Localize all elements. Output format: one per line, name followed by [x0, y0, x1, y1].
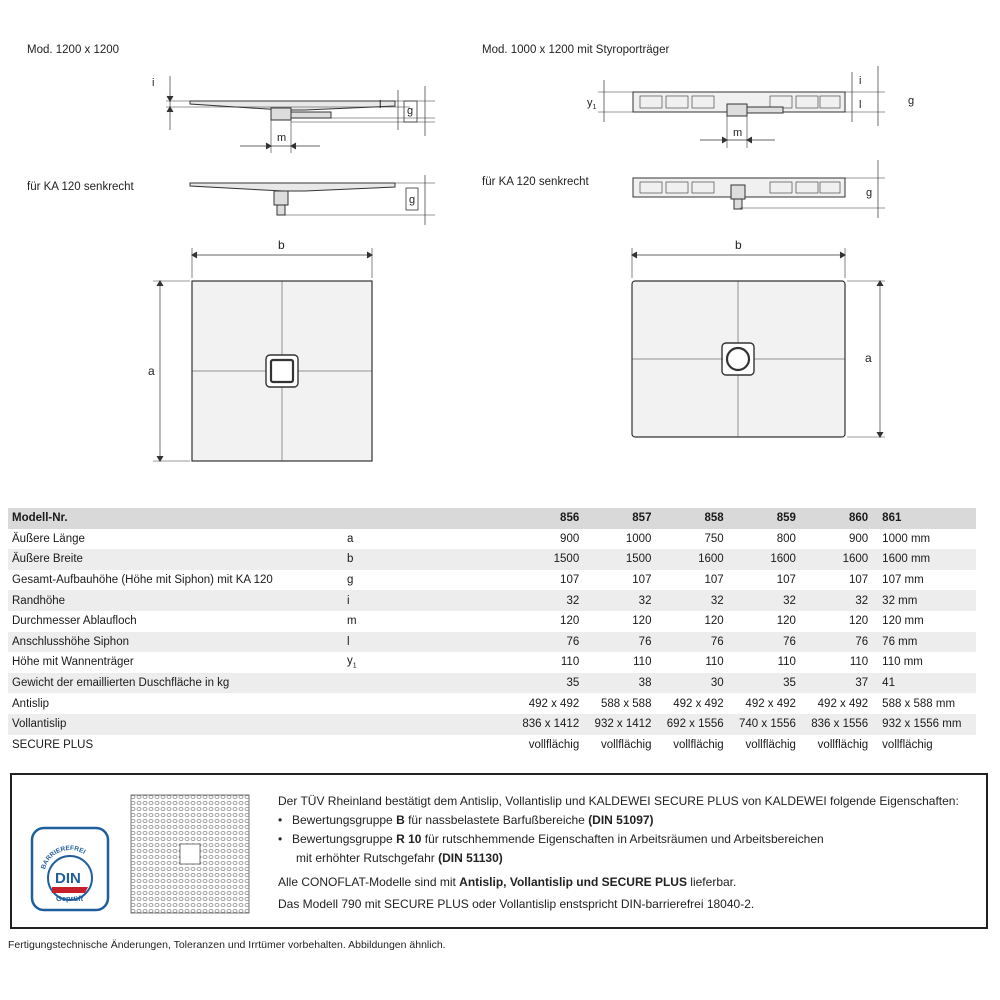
model-left-label: Mod. 1200 x 1200 [27, 44, 120, 56]
table-row [8, 570, 976, 591]
row-value: 1500 [511, 549, 583, 570]
left-profile-drawing [166, 76, 435, 153]
row-value: 107 [704, 574, 724, 587]
row-value: 38 [583, 673, 655, 694]
row-value: 120 [776, 615, 796, 628]
row-value: 1000 mm [882, 532, 931, 545]
logo-gepruft-text: Geprüft [56, 894, 84, 903]
row-label: Antislip [12, 697, 50, 710]
row-value: vollflächig [673, 738, 724, 751]
dim-i-right: i [859, 75, 862, 87]
row-value: 120 [704, 615, 724, 628]
table-header-row [8, 508, 976, 529]
row-value: 110 [849, 656, 869, 669]
row-symbol [343, 673, 511, 694]
row-value: 107 [560, 574, 580, 587]
certificate-bullet-r10: • Bewertungsgruppe R 10 für rutschhemmende Eigenschaften in Arbeitsräumen und Arbeitsbereichen [278, 830, 959, 849]
row-value: 120 [560, 615, 580, 628]
dim-g-right-ka: g [866, 187, 873, 199]
row-value: 588 x 588 mm [882, 697, 956, 710]
row-value: 32 mm [872, 590, 976, 611]
row-label: Anschlusshöhe Siphon [8, 632, 343, 653]
row-symbol: g [347, 574, 354, 587]
row-value: 76 [511, 632, 583, 653]
row-value: 1600 [655, 549, 727, 570]
row-value: 32 [728, 590, 800, 611]
row-symbol: m [347, 615, 357, 628]
model-right-label: Mod. 1000 x 1200 mit Styroporträger [482, 44, 670, 56]
row-symbol: l [343, 632, 511, 653]
row-value: vollflächig [745, 738, 796, 751]
row-value: 107 [776, 574, 796, 587]
antislip-pattern-icon [130, 794, 250, 914]
logo-arc-text: BARRIEREFREI [39, 844, 87, 871]
row-symbol: $y_1$ [347, 655, 357, 670]
row-label: Gesamt-Aufbauhöhe (Höhe mit Siphon) mit KA 120 [12, 574, 273, 587]
row-value: vollflächig [528, 738, 580, 751]
dim-m-left: m [277, 132, 287, 144]
row-symbol: b [343, 549, 511, 570]
row-value: 32 [583, 590, 655, 611]
right-ka-profile-drawing [633, 160, 885, 218]
row-value: 76 [655, 632, 727, 653]
left-plan-drawing [153, 248, 372, 461]
dim-b-left: b [278, 238, 285, 252]
dim-g-left-ka: g [409, 194, 416, 206]
logo-din-text: DIN [55, 870, 81, 887]
footnote: Fertigungstechnische Änderungen, Toleranzen und Irrtümer vorbehalten. Abbildungen ähnlich. [8, 939, 446, 951]
row-value: 120 [632, 615, 652, 628]
table-row [8, 673, 976, 694]
left-ka-profile-drawing [190, 175, 435, 225]
dim-l-right: l [859, 99, 862, 111]
model-header: 856 [511, 508, 583, 529]
row-value: 932 x 1412 [583, 714, 655, 735]
row-value: 76 [800, 632, 872, 653]
table-header-label: Modell-Nr. [8, 508, 343, 529]
row-value: 110 [560, 656, 580, 669]
row-value: 492 x 492 [817, 697, 869, 710]
row-value: 120 [848, 615, 869, 628]
row-value: 35 [728, 673, 800, 694]
table-row [8, 693, 976, 714]
ka-left-label: für KA 120 senkrecht [27, 181, 134, 193]
row-symbol: i [343, 590, 511, 611]
row-value: 120 mm [882, 615, 924, 628]
certificate-line-3: Alle CONOFLAT-Modelle sind mit Antislip, Vollantislip und SECURE PLUS lieferbar. [278, 875, 737, 889]
row-value: 692 x 1556 [655, 714, 727, 735]
row-value: 110 mm [882, 656, 923, 669]
table-row [8, 529, 976, 550]
row-value: 37 [800, 673, 872, 694]
row-label: SECURE PLUS [12, 738, 94, 751]
row-label: Äußere Breite [8, 549, 343, 570]
row-value: 32 [511, 590, 583, 611]
row-value: 35 [511, 673, 583, 694]
dim-b-right: b [735, 238, 742, 252]
row-value: 1600 mm [872, 549, 976, 570]
model-header: 859 [728, 508, 800, 529]
row-value: 1500 [583, 549, 655, 570]
row-value: 1000 [625, 532, 652, 545]
row-value: 110 [633, 656, 652, 669]
row-value: 750 [704, 532, 724, 545]
row-value: 107 mm [882, 574, 924, 587]
dim-a-left: a [148, 364, 155, 378]
row-label: Äußere Länge [12, 532, 85, 545]
dim-l-left: l [379, 99, 382, 111]
row-value: 110 [777, 656, 796, 669]
row-symbol [343, 693, 511, 714]
row-value: 76 [583, 632, 655, 653]
row-value: 76 mm [872, 632, 976, 653]
dim-g-left: g [407, 105, 414, 117]
row-value: 800 [776, 532, 796, 545]
row-symbol [343, 714, 511, 735]
row-value: 492 x 492 [673, 697, 724, 710]
certificate-text [278, 792, 959, 914]
model-header: 860 [800, 508, 872, 529]
row-value: 588 x 588 [600, 697, 652, 710]
table-row [8, 611, 976, 632]
row-value: 492 x 492 [745, 697, 796, 710]
dim-y-right: $y_1$ [587, 97, 597, 111]
row-value: 76 [728, 632, 800, 653]
table-row [8, 632, 976, 653]
row-value: vollflächig [817, 738, 869, 751]
model-header: 858 [655, 508, 727, 529]
row-value: vollflächig [882, 738, 933, 751]
right-plan-drawing [632, 248, 885, 437]
table-row [8, 549, 976, 570]
certificate-intro: Der TÜV Rheinland bestätigt dem Antislip, Vollantislip und KALDEWEI SECURE PLUS von KALDEWEI folgende Eigenschaften: [278, 794, 959, 808]
certificate-bullet-r10-cont: mit erhöhter Rutschgefahr (DIN 51130) [296, 851, 503, 865]
row-value: 932 x 1556 mm [872, 714, 976, 735]
dim-g-right: g [908, 95, 915, 107]
row-value: 32 [655, 590, 727, 611]
row-label: Randhöhe [8, 590, 343, 611]
row-value: 900 [560, 532, 580, 545]
row-value: 1600 [728, 549, 800, 570]
row-value: 41 [872, 673, 976, 694]
row-value: 30 [655, 673, 727, 694]
table-row [8, 714, 976, 735]
dim-m-right: m [733, 127, 743, 139]
row-value: 107 [632, 574, 652, 587]
row-value: 32 [800, 590, 872, 611]
row-value: 836 x 1556 [800, 714, 872, 735]
dim-i-left: i [152, 77, 155, 89]
certificate-bullet-b: • Bewertungsgruppe B für nassbelastete Barfußbereiche (DIN 51097) [278, 811, 959, 830]
row-value: vollflächig [600, 738, 652, 751]
certificate-line-4: Das Modell 790 mit SECURE PLUS oder Vollantislip enstspricht DIN-barrierefrei 18040-2. [278, 897, 755, 911]
dim-a-right: a [865, 351, 872, 365]
row-label: Höhe mit Wannenträger [12, 656, 134, 669]
row-symbol: a [347, 532, 354, 545]
row-value: 107 [848, 574, 869, 587]
row-value: 836 x 1412 [511, 714, 583, 735]
row-label: Durchmesser Ablaufloch [12, 615, 137, 628]
table-row [8, 652, 976, 673]
row-symbol [343, 735, 511, 756]
model-header: 857 [583, 508, 655, 529]
table-row [8, 735, 976, 756]
row-label: Gewicht der emaillierten Duschfläche in kg [8, 673, 343, 694]
model-header: 861 [872, 508, 976, 529]
row-value: 110 [705, 656, 724, 669]
row-value: 740 x 1556 [728, 714, 800, 735]
row-value: 1600 [800, 549, 872, 570]
row-value: 900 [848, 532, 869, 545]
row-value: 492 x 492 [528, 697, 580, 710]
ka-right-label: für KA 120 senkrecht [482, 176, 589, 188]
din-barrierefrei-logo [30, 826, 110, 912]
specs-table [8, 508, 976, 755]
table-row [8, 590, 976, 611]
row-label: Vollantislip [8, 714, 343, 735]
